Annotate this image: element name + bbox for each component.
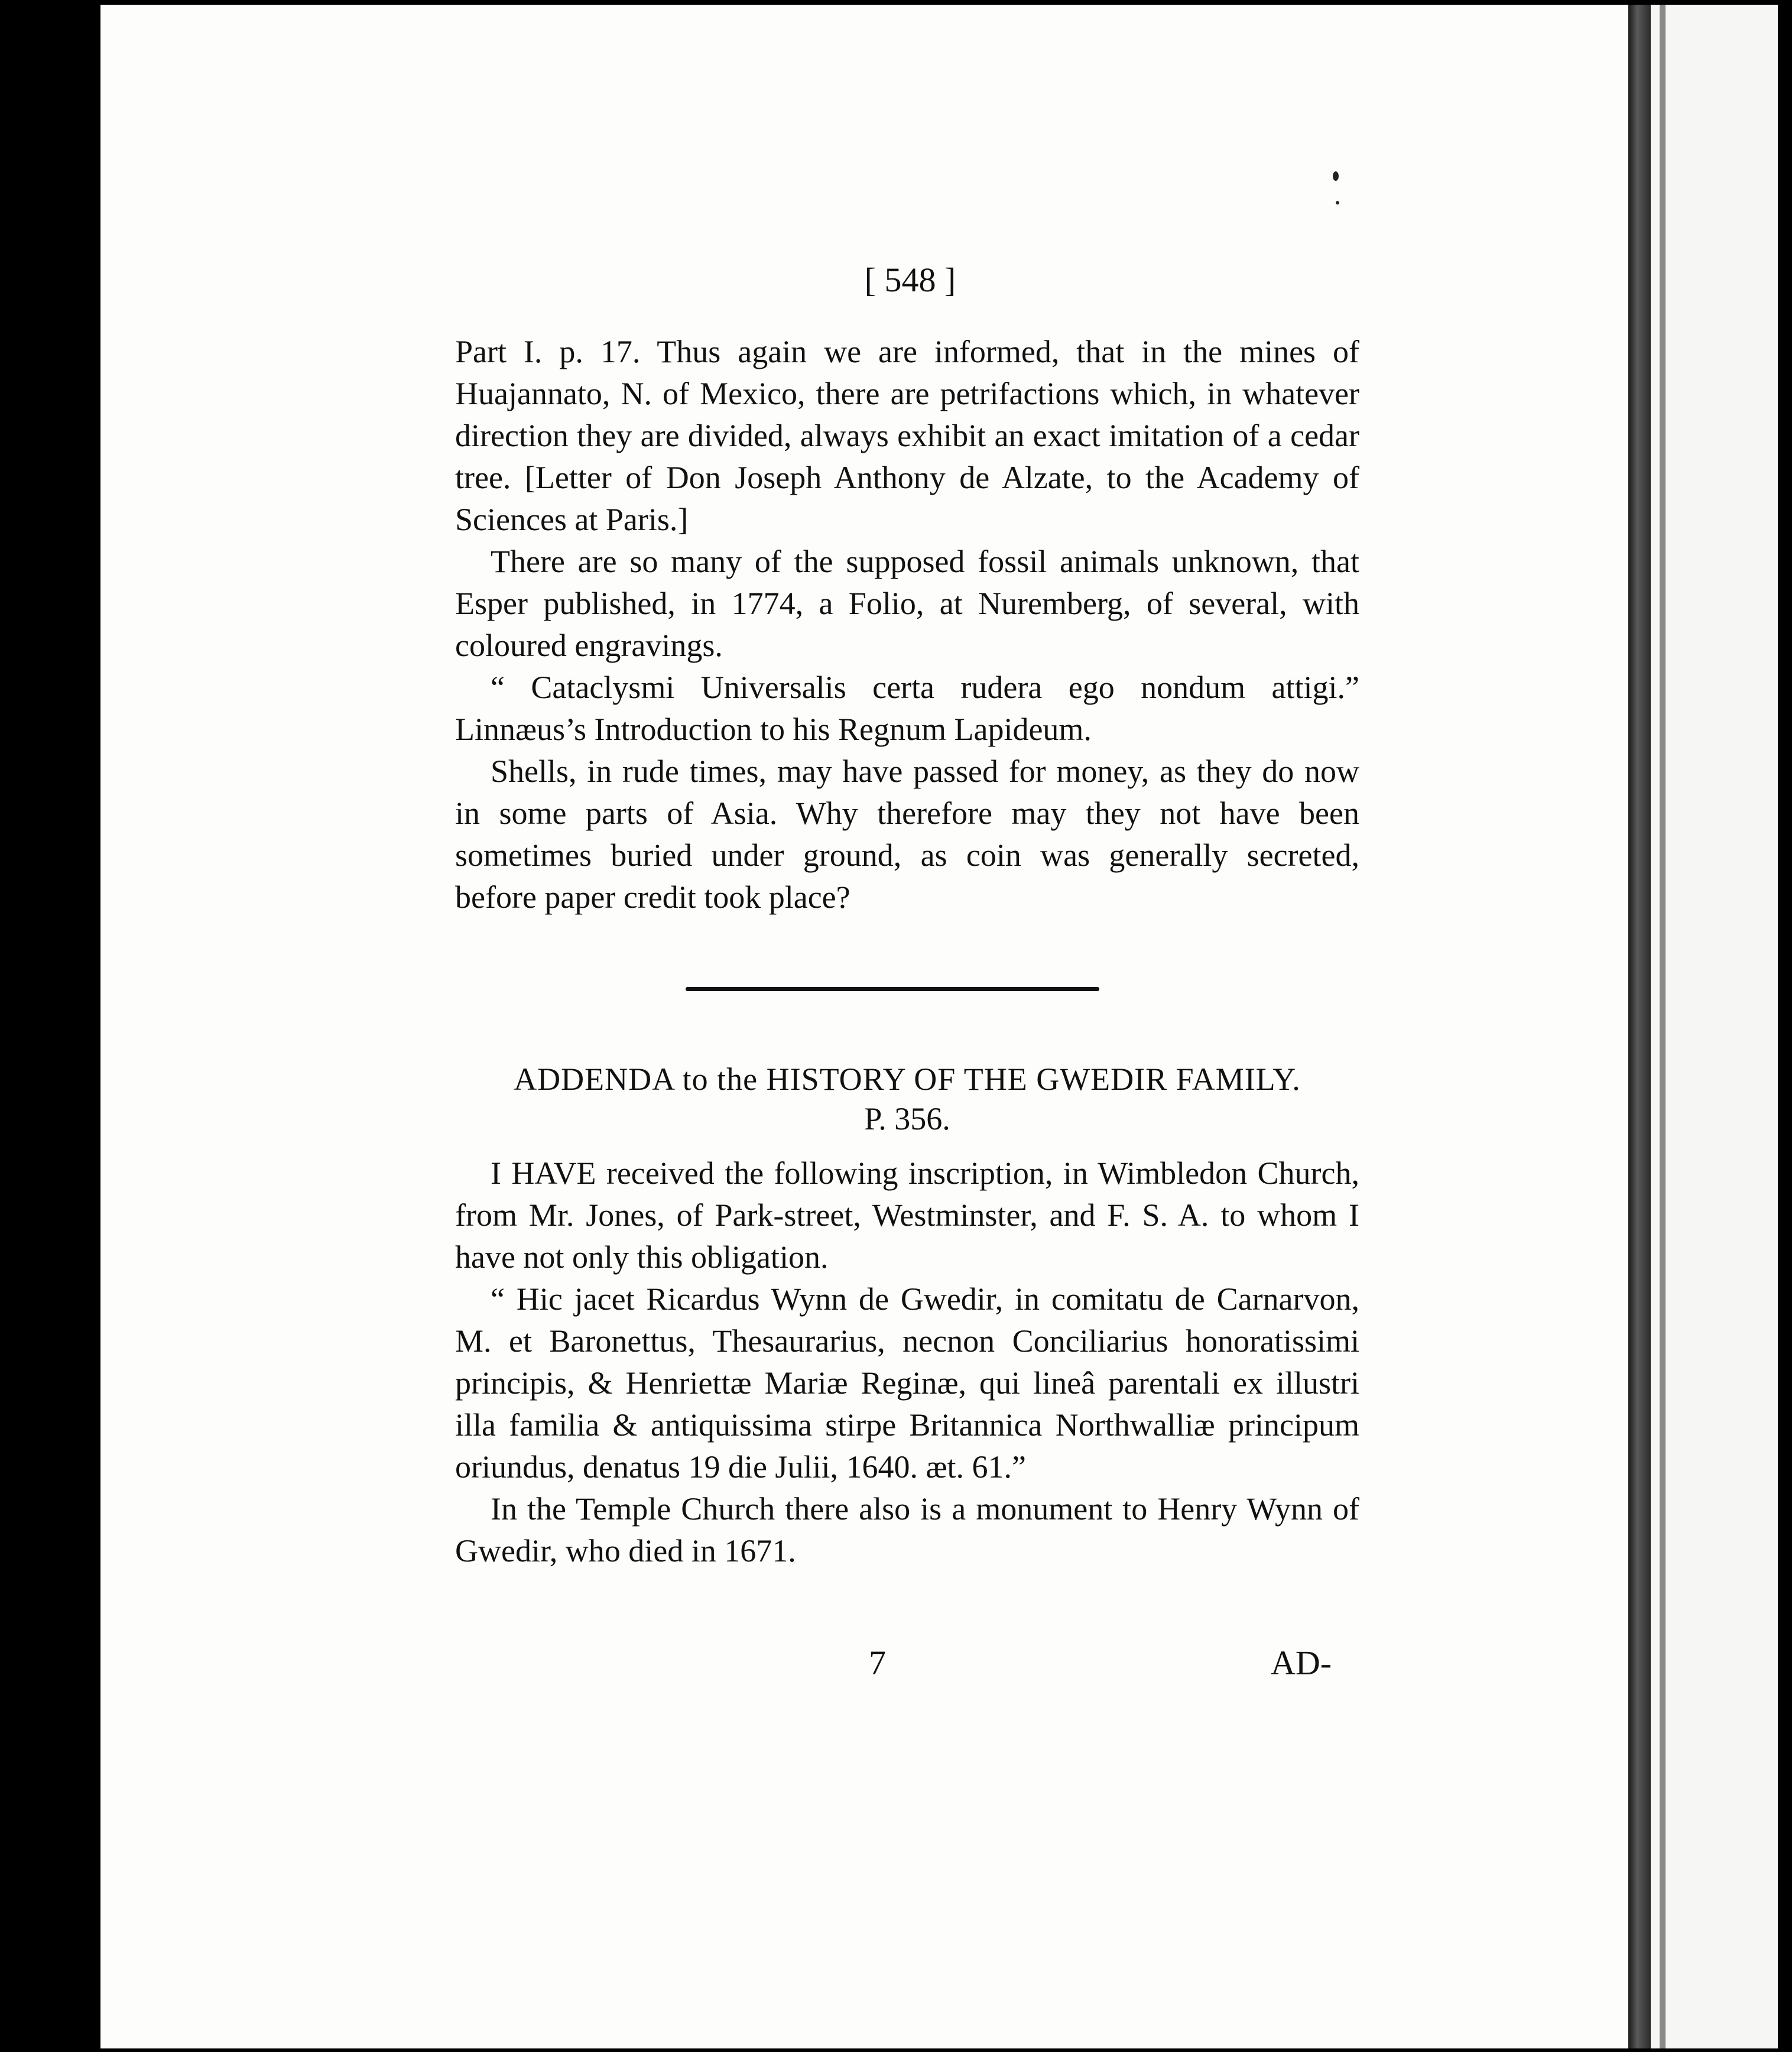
page-edge-line <box>1660 5 1666 2048</box>
book-page <box>100 5 1628 2048</box>
ink-speck <box>1333 171 1339 181</box>
section-heading: ADDENDA to the HISTORY OF THE GWEDIR FAMILY. <box>514 1061 1301 1097</box>
inscription-quote: “ Hic jacet Ricardus Wynn de Gwedir, in comitatu de Carnarvon, M. et Baronettus, Thesaurarius, necnon Conciliarius honoratissimi principis, & Henriettæ Mariæ Reginæ, qui lineâ parentali ex illustri illa familia & antiquissima stirpe Britannica Northwalliæ principum oriundus, denatus 19 die Julii, 1640. æt. 61.” <box>455 1281 1359 1485</box>
signature-mark: 7 <box>869 1644 886 1682</box>
facing-page-edge <box>1651 5 1778 2048</box>
ink-speck <box>1336 201 1339 204</box>
paragraph: There are so many of the supposed fossil animals unknown, that Esper published, in 1774, a Folio, at Nuremberg, of several, with coloured engravings. <box>455 544 1359 663</box>
section-subheading: P. 356. <box>864 1101 950 1137</box>
paragraph: In the Temple Church there also is a monument to Henry Wynn of Gwedir, who died in 1671. <box>455 1491 1359 1569</box>
catchword: AD- <box>1271 1644 1332 1682</box>
book-gutter <box>1628 5 1651 2048</box>
body-text-block-1 <box>455 331 1359 918</box>
paragraph: “ Cataclysmi Universalis certa rudera ego nondum attigi.” Linnæus’s Introduction to his Regnum Lapideum. <box>455 670 1359 747</box>
paragraph: Shells, in rude times, may have passed for money, as they do now in some parts of Asia. Why therefore may they not have been sometimes buried under ground, as coin was generally secreted, before paper credit took place? <box>455 754 1359 915</box>
page-number: [ 548 ] <box>864 261 956 299</box>
section-divider-rule <box>686 987 1099 991</box>
paragraph: I HAVE received the following inscription, in Wimbledon Church, from Mr. Jones, of Park-street, Westminster, and F. S. A. to whom I have not only this obligation. <box>455 1155 1359 1275</box>
paragraph: Part I. p. 17. Thus again we are informed, that in the mines of Huajannato, N. of Mexico, there are petrifactions which, in whatever direction they are divided, always exhibit an exact imitation of a cedar tree. [Letter of Don Joseph Anthony de Alzate, to the Academy of Sciences at Paris.] <box>455 334 1359 537</box>
body-text-block-2 <box>455 1152 1359 1572</box>
